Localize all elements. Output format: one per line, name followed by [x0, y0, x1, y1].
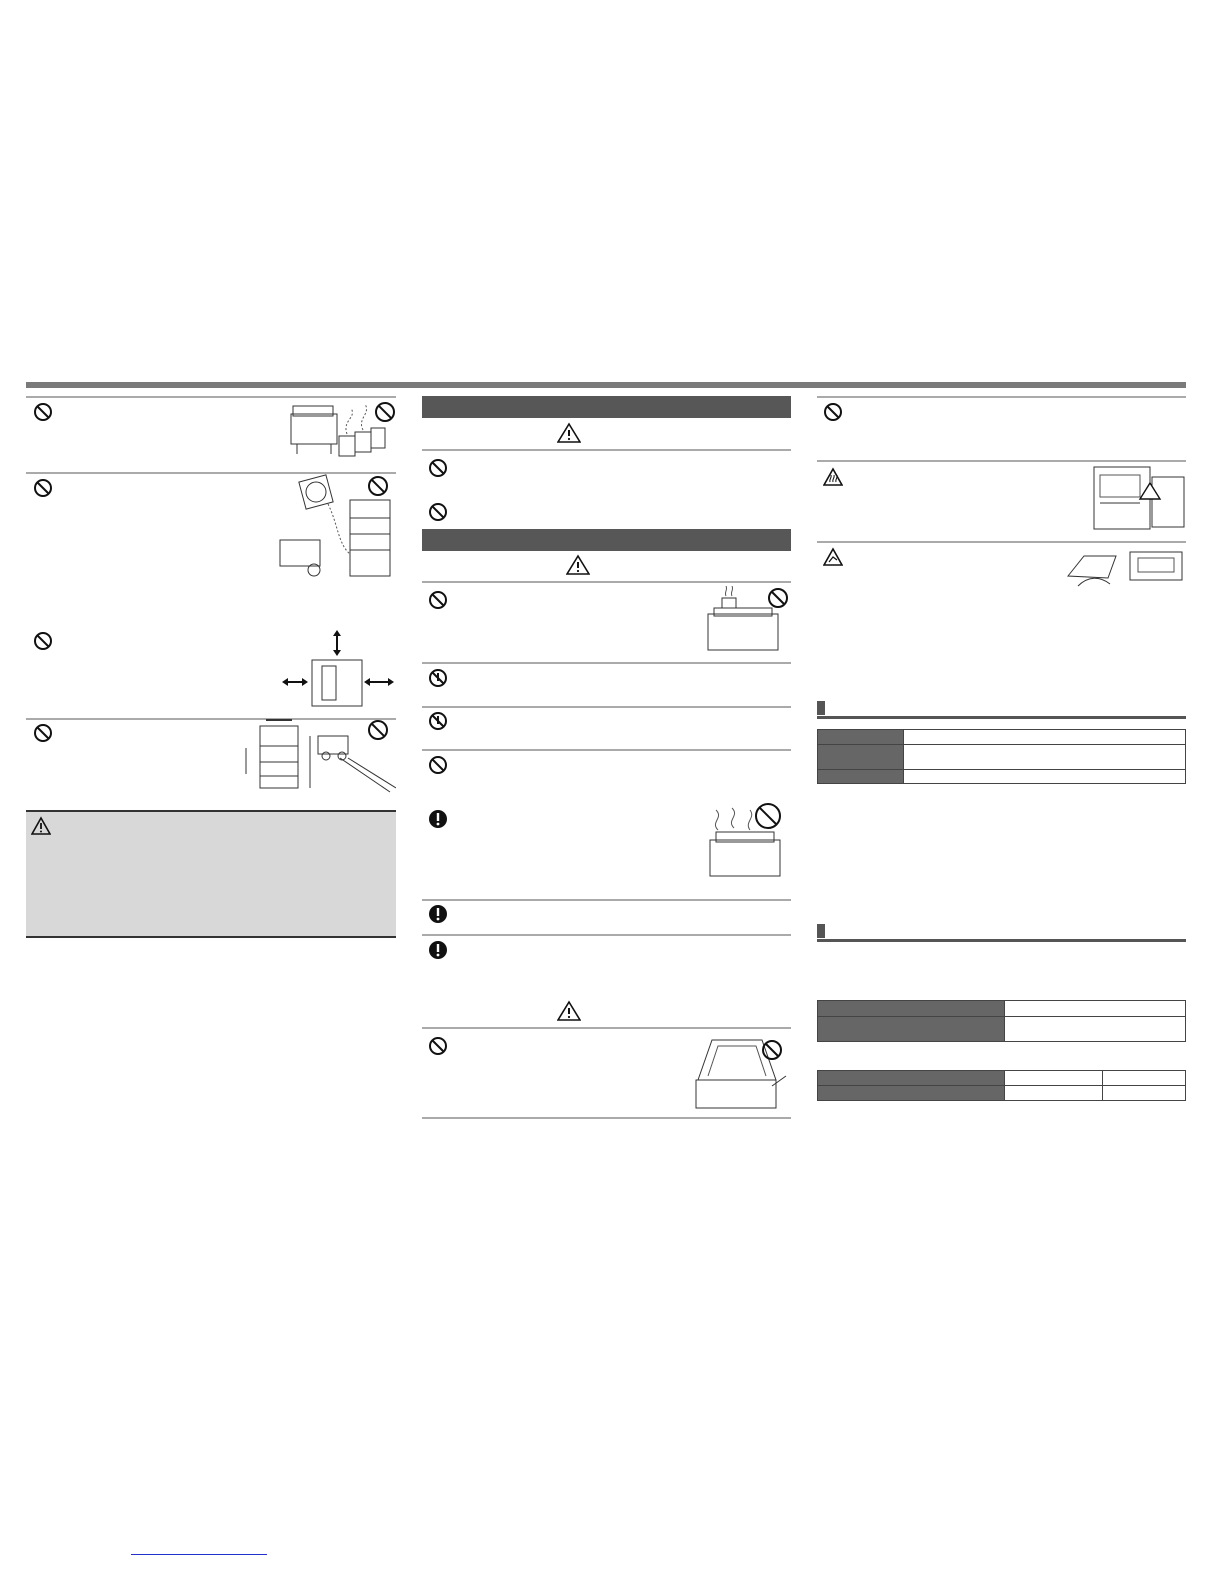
table-row: [818, 1086, 1186, 1101]
divider: [817, 460, 1186, 462]
caution-triangle-icon: [557, 422, 581, 444]
prohibit-icon: [33, 631, 53, 651]
spec-table: [817, 729, 1186, 784]
caution-box: [26, 810, 396, 938]
table-row: [818, 730, 1186, 745]
smoke-illustration: [704, 800, 790, 878]
prohibit-icon: [823, 402, 843, 422]
no-disassembly-icon: [428, 668, 448, 688]
section-heading: [817, 924, 1186, 938]
table-row: [818, 745, 1186, 770]
humidifier-illustration: [287, 400, 397, 462]
prohibit-icon: [428, 502, 448, 522]
spec-table: [817, 1070, 1186, 1101]
prohibit-icon: [33, 402, 53, 422]
clearance-illustration: [282, 630, 394, 714]
section-heading: [817, 701, 1186, 715]
moving-machine-illustration: [240, 718, 396, 794]
divider: [422, 1027, 791, 1029]
hot-surface-icon: [823, 467, 843, 487]
table-row: [818, 770, 1186, 784]
divider: [422, 899, 791, 901]
exclamation-icon: [428, 940, 448, 960]
divider: [422, 934, 791, 936]
prohibit-icon: [33, 723, 53, 743]
scanner-glass-illustration: [692, 1036, 788, 1110]
table-row: [818, 1017, 1186, 1042]
caution-triangle-icon: [31, 816, 51, 836]
exclamation-icon: [428, 809, 448, 829]
divider: [422, 449, 791, 451]
top-divider-bar: [26, 382, 1186, 388]
prohibit-icon: [428, 1036, 448, 1056]
footer-link[interactable]: [131, 1554, 267, 1555]
divider: [817, 541, 1186, 543]
caution-triangle-icon: [566, 554, 590, 576]
tray-handling-illustration: [1064, 546, 1186, 590]
fuser-area-illustration: [1092, 463, 1186, 531]
section-header-bar: [422, 529, 791, 551]
drink-on-machine-illustration: [704, 586, 790, 652]
divider: [422, 1117, 791, 1119]
pinch-hazard-icon: [823, 547, 843, 567]
section-header-bar: [422, 396, 791, 418]
prohibit-icon: [428, 755, 448, 775]
prohibit-icon: [428, 458, 448, 478]
divider: [817, 396, 1186, 398]
no-disassembly-icon: [428, 711, 448, 731]
exclamation-icon: [428, 904, 448, 924]
caution-triangle-icon: [557, 1000, 581, 1022]
divider: [422, 662, 791, 664]
air-vent-illustration: [278, 474, 396, 582]
prohibit-icon: [33, 478, 53, 498]
divider: [422, 706, 791, 708]
divider: [422, 581, 791, 583]
divider: [26, 396, 396, 398]
divider: [422, 749, 791, 751]
table-row: [818, 1001, 1186, 1017]
spec-table: [817, 1000, 1186, 1042]
table-row: [818, 1071, 1186, 1086]
prohibit-icon: [428, 590, 448, 610]
